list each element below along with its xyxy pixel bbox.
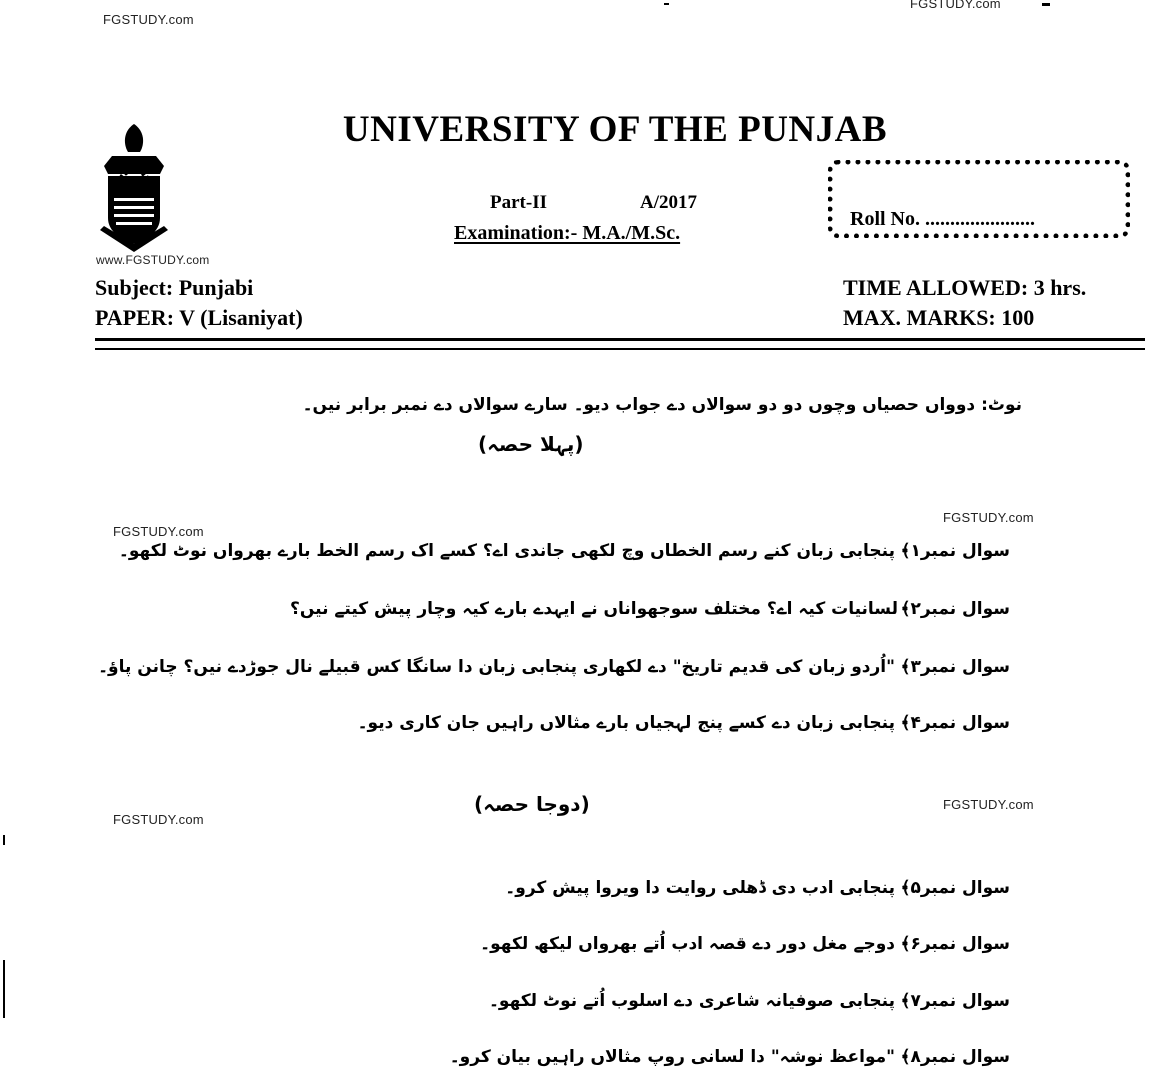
- question-5-text: پنجابی ادب دی ڈھلی روایت دا ویروا پیش کرو۔: [505, 878, 895, 898]
- subject-label: Subject: Punjabi: [95, 275, 254, 300]
- watermark-mid-right-2: FGSTUDY.com: [943, 797, 1034, 812]
- university-title: UNIVERSITY OF THE PUNJAB: [342, 109, 888, 150]
- watermark-mid-left-2: FGSTUDY.com: [113, 812, 204, 827]
- question-7-label: سوال نمبر۷﴾: [900, 991, 1010, 1011]
- question-6-label: سوال نمبر۶﴾: [900, 934, 1010, 954]
- question-7-text: پنجابی صوفیانہ شاعری دے اسلوب اُتے نوٹ لکھو۔: [488, 991, 895, 1011]
- section-1-title: (پہلا حصہ): [478, 432, 584, 456]
- session-label: A/2017: [640, 192, 697, 213]
- instructions-note: نوٹ: دوواں حصیاں وچوں دو دو سوالاں دے جواب دیو۔ سارے سوالاں دے نمبر برابر نیں۔: [302, 395, 1022, 415]
- watermark-mid-left: FGSTUDY.com: [113, 524, 204, 539]
- question-2-text: لسانیات کیہ اے؟ مختلف سوجھواناں نے ایہدے بارے کیہ وچار پیش کیتے نیں؟: [290, 599, 898, 619]
- time-allowed-label: TIME ALLOWED: 3 hrs.: [843, 275, 1087, 300]
- logo-watermark: www.FGSTUDY.com: [96, 253, 210, 267]
- question-5-label: سوال نمبر۵﴾: [900, 878, 1010, 898]
- question-2-label: سوال نمبر۲﴾: [900, 599, 1010, 619]
- max-marks-label: MAX. MARKS: 100: [843, 305, 1035, 330]
- question-6-text: دوجے مغل دور دے قصہ ادب اُتے بھرواں لیکھ لکھو۔: [480, 934, 895, 954]
- question-1-label: سوال نمبر۱﴾: [900, 541, 1010, 561]
- question-1-text: پنجابی زبان کنے رسم الخطاں وچ لکھی جاندی اے؟ کسے اک رسم الخط بارے بھرواں نوٹ لکھو۔: [118, 541, 895, 561]
- part-label: Part-II: [490, 192, 547, 213]
- header-divider: [95, 338, 1145, 350]
- question-4-text: پنجابی زبان دے کسے پنج لہجیاں بارے مثالاں راہیں جان کاری دیو۔: [357, 713, 895, 733]
- scan-artifact: [1042, 3, 1050, 6]
- watermark-mid-right: FGSTUDY.com: [943, 510, 1034, 525]
- roll-number-label: Roll No. ......................: [850, 208, 1035, 230]
- question-3-label: سوال نمبر۳﴾: [900, 657, 1010, 677]
- section-2-title: (دوجا حصہ): [474, 792, 590, 816]
- watermark-top-left: FGSTUDY.com: [103, 12, 194, 27]
- watermark-top-right: FGSTUDY.com: [910, 0, 1001, 11]
- paper-label: PAPER: V (Lisaniyat): [95, 305, 303, 330]
- question-3-text: "اُردو زبان کی قدیم تاریخ" دے لکھاری پنجابی زبان دا سانگا کس قبیلے نال جوڑدے نیں؟ چانن پاؤ۔: [98, 657, 895, 677]
- scan-artifact: [3, 835, 5, 845]
- question-8-label: سوال نمبر۸﴾: [900, 1047, 1010, 1067]
- examination-label: Examination:- M.A./M.Sc.: [454, 222, 681, 244]
- question-8-text: "مواعظ نوشہ" دا لسانی روپ مثالاں راہیں بیان کرو۔: [449, 1047, 895, 1067]
- question-4-label: سوال نمبر۴﴾: [900, 713, 1010, 733]
- university-crest-icon: [98, 122, 170, 254]
- scan-artifact: [3, 960, 5, 1018]
- scan-artifact: [664, 3, 669, 5]
